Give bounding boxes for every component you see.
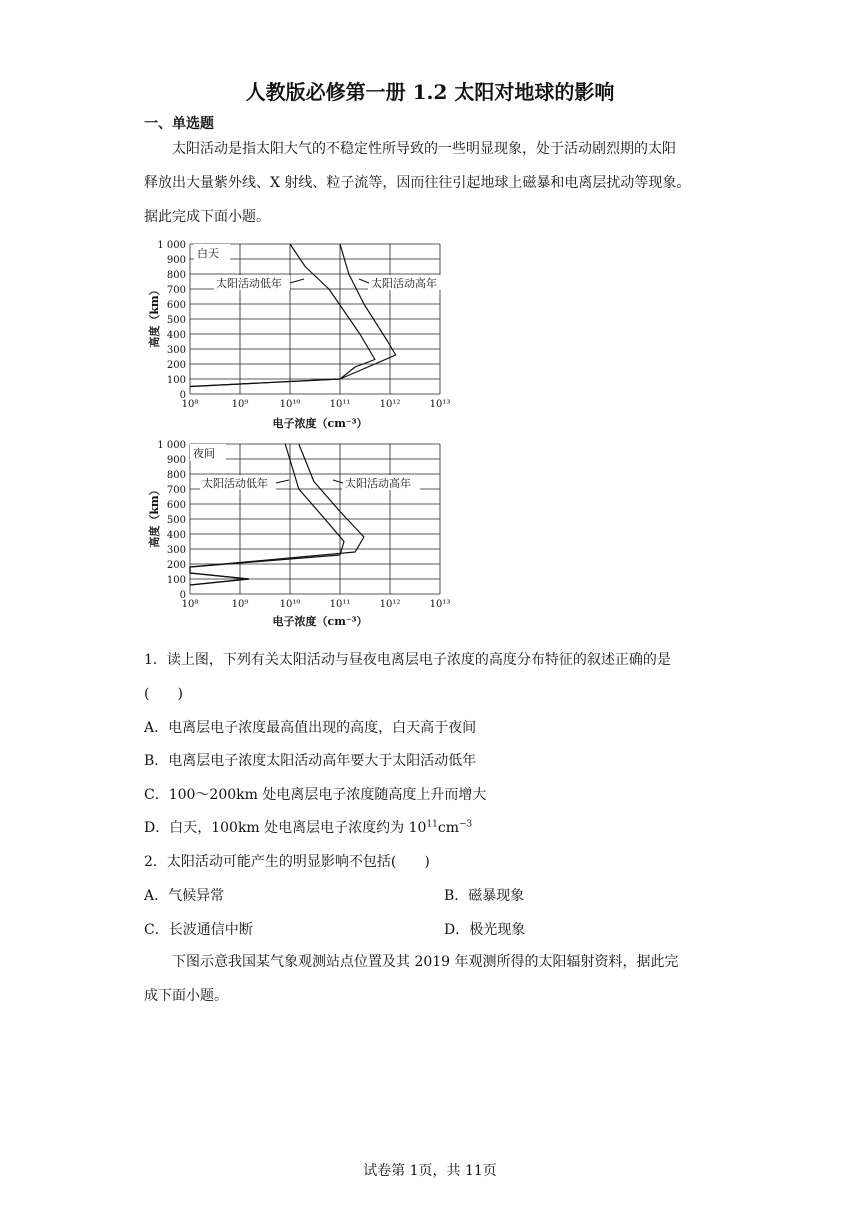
q1-option-d-unit-exponent: −3 bbox=[459, 819, 473, 830]
q1-option-d-exponent: 11 bbox=[426, 819, 438, 830]
y-tick-label: 100 bbox=[166, 375, 186, 386]
x-tick-label: 10¹³ bbox=[429, 399, 451, 410]
daytime-electron-chart bbox=[140, 236, 460, 436]
q1-option-a[interactable]: A．电离层电子浓度最高值出现的高度，白天高于夜间 bbox=[144, 720, 477, 736]
y-tick-label: 500 bbox=[166, 515, 186, 526]
y-tick-label: 700 bbox=[166, 285, 186, 296]
chart-grid bbox=[190, 444, 440, 594]
y-tick-label: 600 bbox=[166, 300, 186, 311]
y-tick-label: 1 000 bbox=[157, 240, 186, 251]
y-tick-label: 100 bbox=[166, 575, 186, 586]
q1-option-b[interactable]: B．电离层电子浓度太阳活动高年要大于太阳活动低年 bbox=[144, 753, 477, 769]
chart-panel-label: 白天 bbox=[197, 247, 219, 260]
x-tick-label: 10¹² bbox=[379, 399, 401, 410]
y-axis-label: 高度（km） bbox=[148, 484, 161, 548]
x-tick-label: 10⁸ bbox=[181, 399, 199, 410]
y-tick-label: 800 bbox=[166, 470, 186, 481]
q1-paren: ( ) bbox=[144, 686, 183, 702]
x-axis-label: 电子浓度（cm⁻³） bbox=[272, 417, 368, 430]
q1-option-c[interactable]: C．100～200km 处电离层电子浓度随高度上升而增大 bbox=[144, 787, 487, 803]
y-tick-label: 500 bbox=[166, 315, 186, 326]
q1-option-d[interactable] bbox=[144, 817, 472, 837]
x-tick-labels bbox=[182, 399, 451, 410]
y-tick-label: 0 bbox=[179, 390, 186, 401]
x-tick-label: 10¹³ bbox=[429, 599, 451, 610]
series-label-low: 太阳活动低年 bbox=[202, 477, 268, 490]
series-label-low: 太阳活动低年 bbox=[216, 277, 282, 290]
x-tick-labels bbox=[182, 599, 451, 610]
series-label-high: 太阳活动高年 bbox=[371, 277, 437, 290]
y-tick-label: 1 000 bbox=[157, 440, 186, 451]
y-tick-label: 600 bbox=[166, 500, 186, 511]
y-tick-label: 200 bbox=[166, 560, 186, 571]
q2-option-b[interactable]: B．磁暴现象 bbox=[444, 888, 525, 904]
x-tick-label: 10¹² bbox=[379, 599, 401, 610]
section-heading: 一、单选题 bbox=[144, 116, 214, 132]
x-tick-label: 10¹¹ bbox=[329, 599, 351, 610]
y-tick-label: 300 bbox=[166, 345, 186, 356]
x-axis-label: 电子浓度（cm⁻³） bbox=[272, 615, 368, 628]
x-tick-label: 10¹⁰ bbox=[279, 399, 301, 410]
y-tick-labels bbox=[157, 240, 186, 401]
intro-line-1: 太阳活动是指太阳大气的不稳定性所导致的一些明显现象，处于活动剧烈期的太阳 bbox=[172, 141, 676, 157]
page-footer: 试卷第 1页，共 11页 bbox=[363, 1163, 497, 1179]
y-tick-label: 300 bbox=[166, 545, 186, 556]
intro2-line-2: 成下面小题。 bbox=[144, 988, 228, 1004]
q1-option-d-text: D．白天，100km 处电离层电子浓度约为 10 bbox=[144, 820, 427, 836]
intro2-line-1: 下图示意我国某气象观测站点位置及其 2019 年观测所得的太阳辐射资料，据此完 bbox=[172, 954, 679, 970]
x-tick-label: 10⁹ bbox=[231, 599, 249, 610]
y-tick-label: 900 bbox=[166, 455, 186, 466]
y-tick-label: 900 bbox=[166, 255, 186, 266]
y-tick-label: 400 bbox=[166, 330, 186, 341]
q2-option-c[interactable]: C．长波通信中断 bbox=[144, 922, 253, 938]
y-tick-label: 200 bbox=[166, 360, 186, 371]
chart-grid bbox=[190, 244, 440, 394]
x-tick-label: 10⁸ bbox=[181, 599, 199, 610]
q2-option-d[interactable]: D．极光现象 bbox=[444, 922, 526, 938]
y-axis-label: 高度（km） bbox=[148, 284, 161, 348]
y-tick-label: 400 bbox=[166, 530, 186, 541]
y-tick-labels bbox=[157, 440, 186, 601]
series-label-high: 太阳活动高年 bbox=[345, 477, 411, 490]
y-tick-label: 700 bbox=[166, 485, 186, 496]
intro-line-2: 释放出大量紫外线、X 射线、粒子流等，因而往往引起地球上磁暴和电离层扰动等现象。 bbox=[144, 175, 691, 191]
x-tick-label: 10¹⁰ bbox=[279, 599, 301, 610]
series-line-high bbox=[190, 244, 396, 387]
x-tick-label: 10¹¹ bbox=[329, 399, 351, 410]
series-line-low bbox=[190, 244, 375, 387]
intro-line-3: 据此完成下面小题。 bbox=[144, 209, 270, 225]
q1-stem: 1．读上图，下列有关太阳活动与昼夜电离层电子浓度的高度分布特征的叙述正确的是 bbox=[144, 652, 671, 668]
q1-option-d-unit: cm bbox=[437, 820, 459, 836]
q2-stem: 2．太阳活动可能产生的明显影响不包括( ) bbox=[144, 854, 430, 870]
nighttime-electron-chart bbox=[140, 436, 460, 636]
x-tick-label: 10⁹ bbox=[231, 399, 249, 410]
y-tick-label: 0 bbox=[179, 590, 186, 601]
chart-lines bbox=[190, 244, 396, 387]
chart-panel-label: 夜间 bbox=[193, 447, 215, 460]
y-tick-label: 800 bbox=[166, 270, 186, 281]
q2-option-a[interactable]: A．气候异常 bbox=[144, 888, 225, 904]
page-title: 人教版必修第一册 1.2 太阳对地球的影响 bbox=[245, 80, 615, 104]
